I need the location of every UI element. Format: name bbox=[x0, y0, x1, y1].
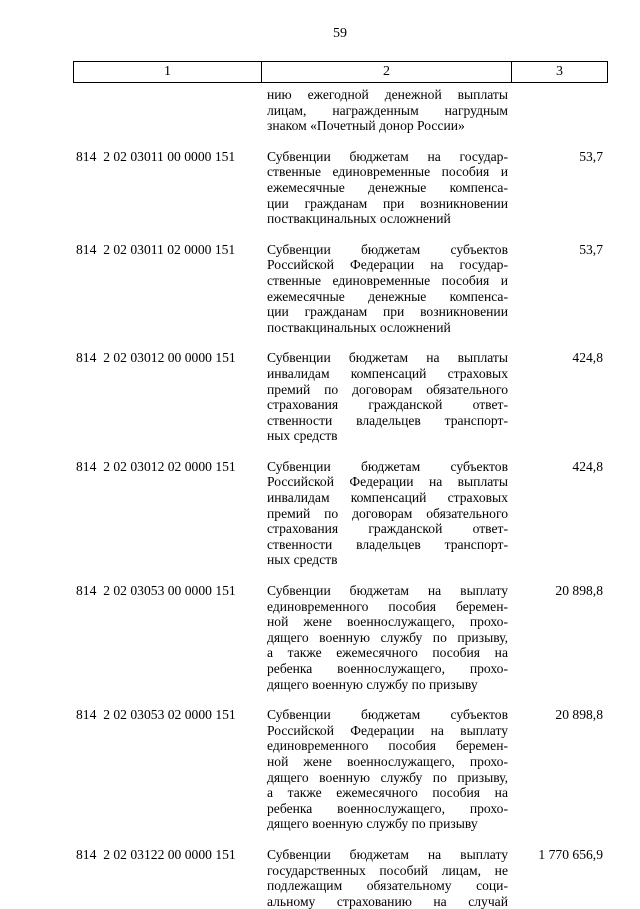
description-line: дящего военную службу по призыву, bbox=[267, 629, 508, 645]
description-line: ции гражданам при возникновении bbox=[267, 304, 508, 320]
row-code: 814 2 02 03053 00 0000 151 bbox=[76, 583, 236, 599]
row-description bbox=[267, 707, 508, 832]
description-line: премий по договорам обязательного bbox=[267, 381, 508, 397]
table-row bbox=[0, 149, 640, 227]
row-amount: 424,8 bbox=[572, 458, 603, 474]
row-amount: 53,7 bbox=[579, 241, 603, 257]
description-line: а также ежемесячного пособия на bbox=[267, 645, 508, 661]
row-amount: 53,7 bbox=[579, 148, 603, 164]
row-code: 814 2 02 03011 02 0000 151 bbox=[76, 241, 236, 257]
description-line: ственные единовременные пособия и bbox=[267, 164, 508, 180]
row-description bbox=[267, 459, 508, 568]
description-line: а также ежемесячного пособия на bbox=[267, 785, 508, 801]
row-description bbox=[267, 242, 508, 336]
description-line: ной жене военнослужащего, прохо- bbox=[267, 614, 508, 630]
description-line: дящего военную службу по призыву bbox=[267, 676, 478, 692]
description-line: альному страхованию на случай bbox=[267, 893, 508, 909]
description-line: знаком «Почетный донор России» bbox=[267, 118, 465, 134]
row-description bbox=[267, 847, 508, 909]
description-line: Субвенции бюджетам субъектов bbox=[267, 458, 508, 474]
description-line: ных средств bbox=[267, 552, 338, 568]
description-line: страхования гражданской ответ- bbox=[267, 397, 508, 413]
row-amount: 424,8 bbox=[572, 350, 603, 366]
table-row bbox=[0, 583, 640, 692]
description-line: единовременного пособия беремен- bbox=[267, 598, 508, 614]
description-line: инвалидам компенсаций страховых bbox=[267, 490, 508, 506]
column-header-3: 3 bbox=[511, 61, 608, 83]
description-line: дящего военную службу по призыву, bbox=[267, 769, 508, 785]
description-line: подлежащим обязательному соци- bbox=[267, 878, 508, 894]
description-line: Субвенции бюджетам на выплату bbox=[267, 846, 508, 862]
description-line: ежемесячные денежные компенса- bbox=[267, 179, 508, 195]
description-line: Субвенции бюджетам на выплату bbox=[267, 583, 508, 599]
table-row bbox=[0, 707, 640, 832]
row-description bbox=[267, 87, 508, 134]
table-row bbox=[0, 350, 640, 444]
description-line: ции гражданам при возникновении bbox=[267, 195, 508, 211]
description-line: Российской Федерации на выплаты bbox=[267, 474, 508, 490]
description-line: ных средств bbox=[267, 428, 338, 444]
description-line: Субвенции бюджетам субъектов bbox=[267, 707, 508, 723]
row-code: 814 2 02 03122 00 0000 151 bbox=[76, 846, 236, 862]
row-code: 814 2 02 03012 02 0000 151 bbox=[76, 458, 236, 474]
description-line: премий по договорам обязательного bbox=[267, 505, 508, 521]
table-row bbox=[0, 459, 640, 568]
description-line: Субвенции бюджетам на выплаты bbox=[267, 350, 508, 366]
description-line: лицам, награжденным нагрудным bbox=[267, 102, 508, 118]
table-row bbox=[0, 847, 640, 909]
description-line: государственных пособий лицам, не bbox=[267, 862, 508, 878]
row-amount: 20 898,8 bbox=[555, 707, 603, 723]
row-amount: 1 770 656,9 bbox=[538, 846, 603, 862]
description-line: поствакцинальных осложнений bbox=[267, 319, 451, 335]
description-line: Российской Федерации на выплату bbox=[267, 722, 508, 738]
table-row-continuation bbox=[0, 87, 640, 134]
description-line: дящего военную службу по призыву bbox=[267, 816, 478, 832]
description-line: Субвенции бюджетам субъектов bbox=[267, 241, 508, 257]
description-line: единовременного пособия беремен- bbox=[267, 738, 508, 754]
column-header-2: 2 bbox=[261, 61, 512, 83]
description-line: ежемесячные денежные компенса- bbox=[267, 288, 508, 304]
description-line: нию ежегодной денежной выплаты bbox=[267, 87, 508, 102]
row-code: 814 2 02 03012 00 0000 151 bbox=[76, 350, 236, 366]
description-line: инвалидам компенсаций страховых bbox=[267, 365, 508, 381]
row-code: 814 2 02 03053 02 0000 151 bbox=[76, 707, 236, 723]
page-number: 59 bbox=[333, 26, 347, 41]
description-line: ребенка военнослужащего, прохо- bbox=[267, 800, 508, 816]
description-line: ной жене военнослужащего, прохо- bbox=[267, 753, 508, 769]
description-line: ственности владельцев транспорт- bbox=[267, 412, 508, 428]
row-amount: 20 898,8 bbox=[555, 583, 603, 599]
column-header-1: 1 bbox=[73, 61, 262, 83]
row-description bbox=[267, 350, 508, 444]
description-line: Субвенции бюджетам на государ- bbox=[267, 148, 508, 164]
description-line: страхования гражданской ответ- bbox=[267, 521, 508, 537]
row-description bbox=[267, 149, 508, 227]
row-code: 814 2 02 03011 00 0000 151 bbox=[76, 148, 236, 164]
description-line: Российской Федерации на государ- bbox=[267, 257, 508, 273]
description-line: ребенка военнослужащего, прохо- bbox=[267, 661, 508, 676]
description-line: ственности владельцев транспорт- bbox=[267, 536, 508, 552]
table-body bbox=[0, 87, 640, 909]
description-line: ственные единовременные пособия и bbox=[267, 272, 508, 288]
row-description bbox=[267, 583, 508, 692]
description-line: поствакцинальных осложнений bbox=[267, 211, 451, 227]
table-row bbox=[0, 242, 640, 336]
